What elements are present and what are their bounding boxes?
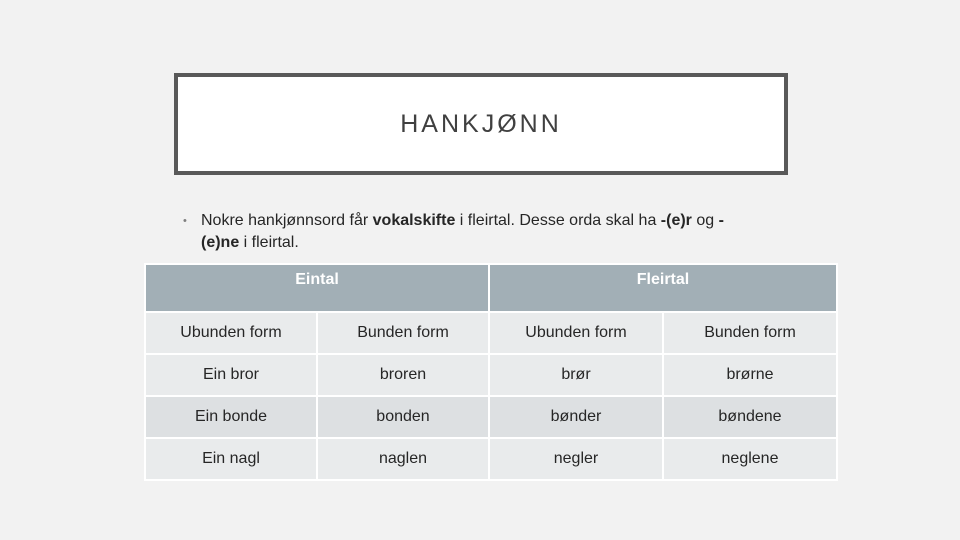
sub-header-row [145,312,837,354]
table-row [145,354,837,396]
cell-stem: bønd [718,408,755,425]
cell-ending: ene [751,450,779,467]
title-box [174,73,788,175]
cell-stem: Ein nagl [202,450,260,467]
sub-header-cell: Bunden form [317,312,489,354]
cell-stem: bonden [376,408,430,425]
bullet-text-4: i fleirtal. [239,234,299,251]
table-cell [145,438,317,480]
group-header-row [145,264,837,312]
cell-stem: broren [379,366,427,383]
bullet-text-2: i fleirtal. Desse orda skal ha [455,212,661,229]
bullet-bold-3: -(e)ne [201,212,724,251]
table-cell [663,354,837,396]
bullet-paragraph [183,210,743,254]
table-row [145,438,837,480]
cell-stem: Ein bonde [194,408,268,425]
cell-stem: brør [726,366,756,383]
sub-header-cell: Ubunden form [145,312,317,354]
table-row [145,396,837,438]
cell-ending: ne [755,366,774,383]
header-eintal: Eintal [145,264,489,312]
table-cell [489,396,663,438]
header-fleirtal: Fleirtal [489,264,837,312]
bullet-text-1: Nokre hankjønnsord får [201,212,373,229]
cell-ending: ene [754,408,782,425]
cell-stem: bønd [550,408,588,425]
bullet-bold-2: -(e)r [660,212,692,229]
table-cell [663,396,837,438]
cell-stem: negl [721,450,752,467]
table-cell [663,438,837,480]
cell-stem: naglen [378,450,428,467]
table-cell [489,354,663,396]
bullet-text [183,210,743,254]
bullet-icon: • [183,215,187,227]
table-cell [145,396,317,438]
slide-title: HANKJØNN [400,109,562,138]
table-cell [145,354,317,396]
cell-stem: Ein bror [202,366,260,383]
cell-stem: brø [561,366,586,383]
cell-ending: er [584,450,599,467]
bullet-bold-1: vokalskifte [372,212,456,229]
cell-ending: r [585,366,591,383]
table-cell [317,354,489,396]
sub-header-cell: Ubunden form [489,312,663,354]
cell-ending: er [587,408,602,425]
table-cell [317,396,489,438]
sub-header-cell: Bunden form [663,312,837,354]
cell-stem: negl [553,450,584,467]
table-cell [489,438,663,480]
table-cell [317,438,489,480]
bullet-text-3: og [691,212,719,229]
noun-table [144,263,838,481]
